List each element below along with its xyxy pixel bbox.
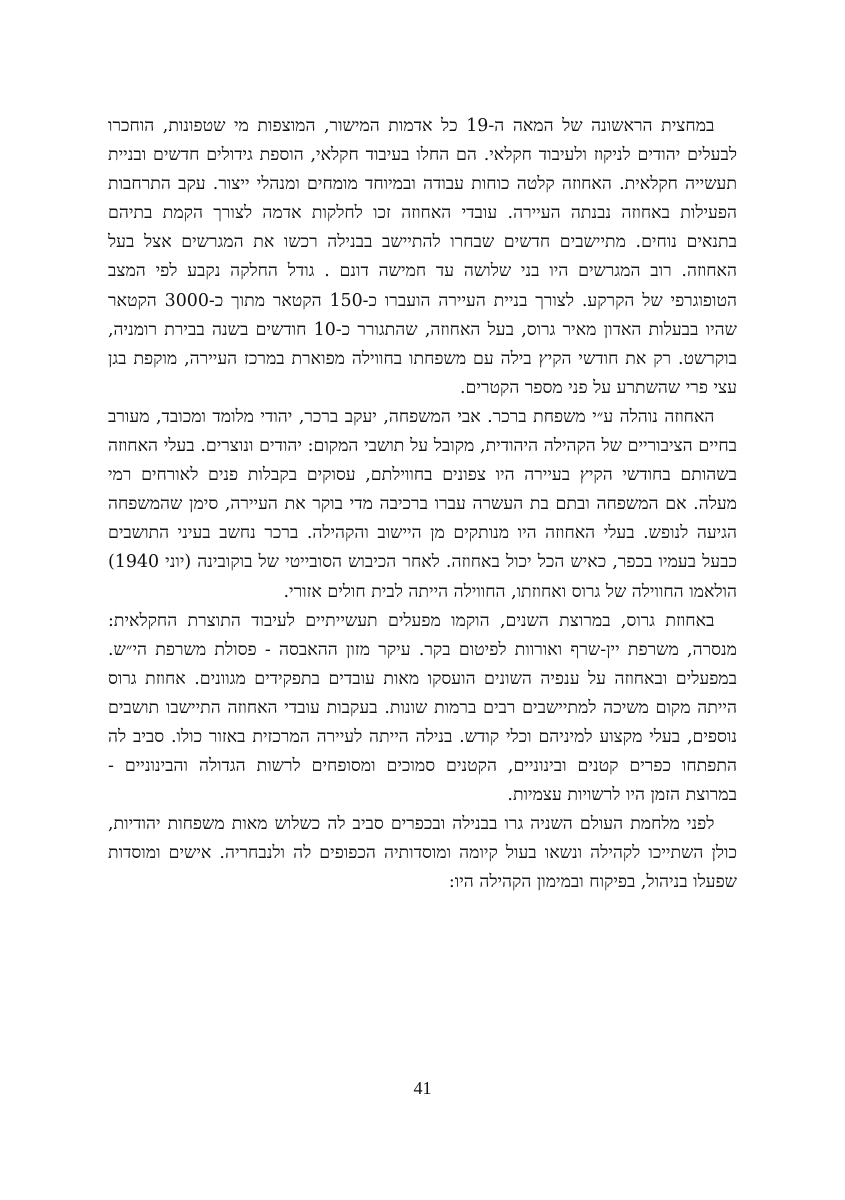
page-number: 41	[413, 1078, 432, 1098]
document-body	[108, 112, 737, 898]
paragraph-2: האחוזה נוהלה ע״י משפחת ברכר. אבי המשפחה, יעקב ברכר, יהודי מלומד ומכובד, מעורב בחיים הציבוריים של הקהילה היהודית, מקובל על תושבי המקום: יהודים ונוצרים. בעלי האחוזה בשהותם בחודשי הקיץ בעיירה היו צפונים בחווילתם, עסוקים בקבלות פנים לאורחים רמי מעלה. אם המשפחה ובתם בת העשרה עברו ברכיבה מדי בוקר את העיירה, סימן שהמשפחה הגיעה לנופש. בעלי האחוזה היו מנותקים מן היישוב והקהילה. ברכר נחשב בעיני התושבים כבעל בעמיו בכפר, כאיש הכל יכול באחוזה. לאחר הכיבוש הסובייטי של בוקובינה (יוני 1940) הולאמו החווילה של גרוס ואחוזתו, החווילה הייתה לבית חולים אזורי.	[108, 406, 737, 602]
paragraph-4: לפני מלחמת העולם השניה גרו בבנילה ובכפרים סביב לה כשלוש מאות משפחות יהודיות, כולן השתייכו לקהילה ונשאו בעול קיומה ומוסדותיה הכפופים לה ולנבחריה. אישים ומוסדות שפעלו בניהול, בפיקוח ובמימון הקהילה היו:	[108, 814, 737, 893]
paragraph-3: באחוזת גרוס, במרוצת השנים, הוקמו מפעלים תעשייתיים לעיבוד התוצרת החקלאית: מנסרה, משרפת יין-שרף ואורוות לפיטום בקר. עיקר מזון ההאבסה - פסולת משרפת הי״ש. במפעלים ובאחוזה על ענפיה השונים הועסקו מאות עובדים בתפקידים מגוונים. אחוזת גרוס הייתה מקום משיכה למתיישבים רבים ברמות שונות. בעקבות עובדי האחוזה התיישבו תושבים נוספים, בעלי מקצוע למיניהם וכלי קודש. בנילה הייתה לעיירה המרכזית באזור כולו. סביב לה התפתחו כפרים קטנים ובינוניים, הקטנים סמוכים ומסופחים לרשות הגדולה והבינוניים - במרוצת הזמן היו לרשויות עצמיות.	[108, 610, 737, 806]
paragraph-1: במחצית הראשונה של המאה ה-19 כל אדמות המישור, המוצפות מי שטפונות, הוחכרו לבעלים יהודים לניקוז ולעיבוד חקלאי. הם החלו בעיבוד חקלאי, הוספת גידולים חדשים ובניית תעשייה חקלאית. האחוזה קלטה כוחות עבודה ובמיוחד מומחים ומנהלי ייצור. עקב התרחבות הפעילות באחוזה נבנתה העיירה. עובדי האחוזה זכו לחלקות אדמה לצורך הקמת בתיהם בתנאים נוחים. מתיישבים חדשים שבחרו להתיישב בבנילה רכשו את המגרשים אצל בעל האחוזה. רוב המגרשים היו בני שלושה עד חמישה דונם . גודל החלקה נקבע לפי המצב הטופוגרפי של הקרקע. לצורך בניית העיירה הועברו כ-150 הקטאר מתוך כ-3000 הקטאר שהיו בבעלות האדון מאיר גרוס, בעל האחוזה, שהתגורר כ-10 חודשים בשנה בבירת רומניה, בוקרשט. רק את חודשי הקיץ בילה עם משפחתו בחווילה מפוארת במרכז העיירה, מוקפת בגן עצי פרי שהשתרע על פני מספר הקטרים.	[108, 116, 737, 398]
